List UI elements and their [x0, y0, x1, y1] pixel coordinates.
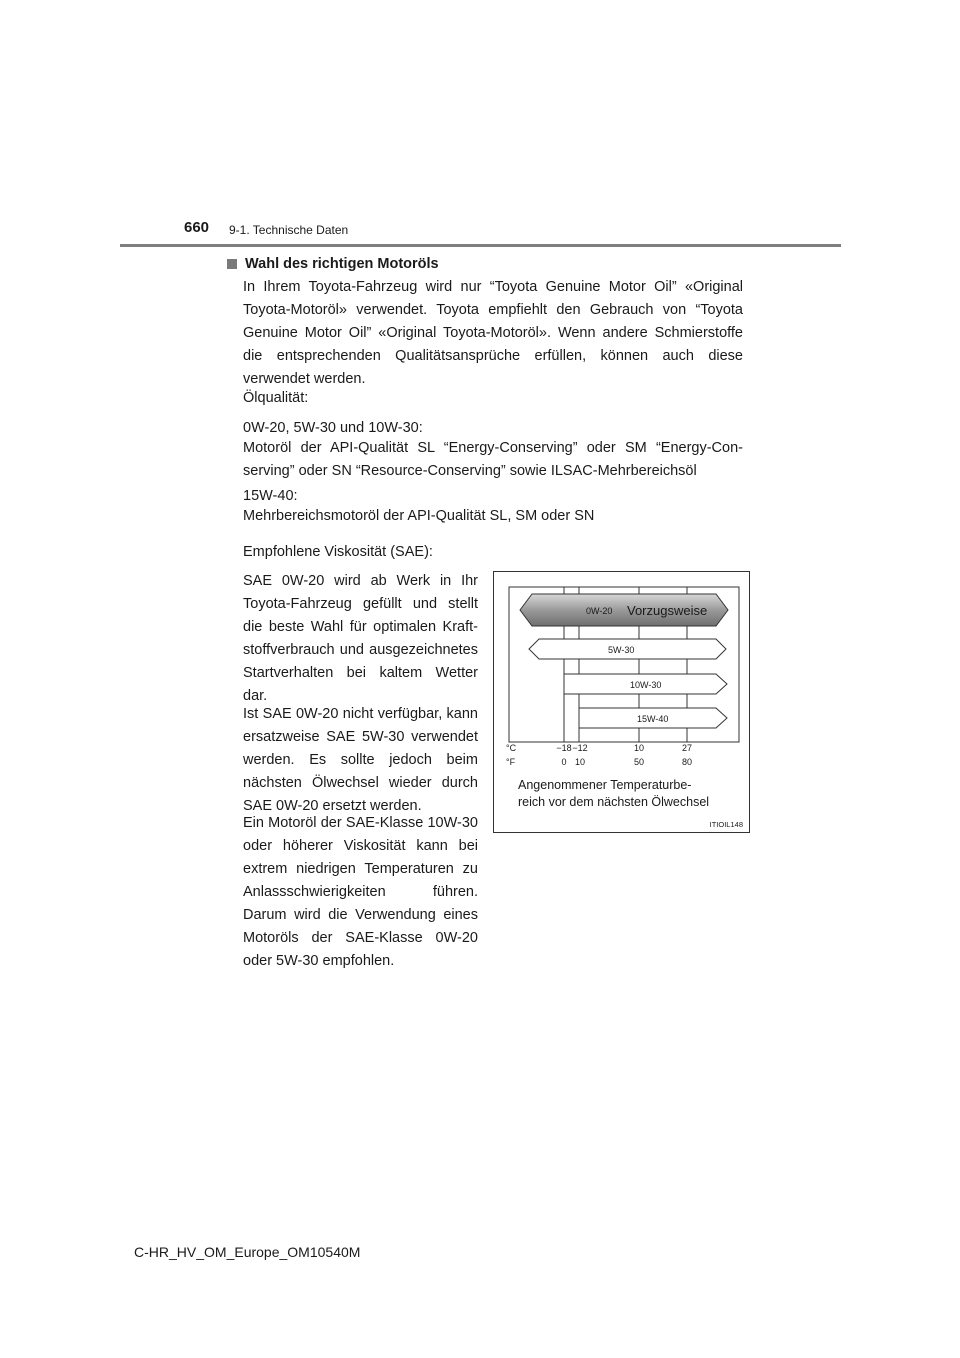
viscosity-figure: [493, 571, 750, 833]
unit-celsius: °C: [506, 743, 517, 753]
viscosity-label: Empfohlene Viskosität (SAE):: [243, 544, 433, 560]
viscosity-chart: [494, 572, 749, 832]
intro-paragraph: In Ihrem Toyota-Fahrzeug wird nur “Toyota Genuine Motor Oil” «Original Toyota-Motoröl» verwendet. Toyota empfiehlt den Gebrauch von “Toyota Genuine Motor Oil” «Original Toyota-Motoröl». Wenn andere Schmierstoffe die entsprechenden Qualitätsansprüche erfüllen, können auch diese verwendet werden.: [243, 279, 743, 387]
bar-5w30-label: 5W-30: [608, 645, 635, 655]
bar-10w30-label: 10W-30: [630, 680, 662, 690]
unit-fahrenheit: °F: [506, 757, 516, 767]
paragraph-cold-start: Ein Motoröl der SAE-Klasse 10W-30 oder höherer Viskosität kann bei extrem niedrigen Temperaturen zu Anlassschwierigkeiten führen. Darum wird die Verwendung eines Motoröls der SAE-Klasse 0W-20 oder 5W-30 empfohlen.: [243, 815, 478, 969]
paragraph-factory-fill: SAE 0W-20 wird ab Werk in Ihr Toyota-Fahrzeug gefüllt und stellt die beste Wahl für optimalen Kraftstoffverbrauch und ausgezeichnetes Startverhalten bei kaltem Wetter dar.: [243, 573, 478, 704]
tick-f-80: 80: [681, 757, 693, 767]
grades-a-description: Motoröl der API-Qualität SL “Energy-Conserving” oder SM “Energy-Conserving” oder SN “Resource-Conserving” sowie ILSAC-Mehrbereichsöl: [243, 440, 743, 479]
section-title: 9-1. Technische Daten: [229, 223, 349, 237]
square-bullet-icon: [227, 259, 237, 269]
heading-text: Wahl des richtigen Motoröls: [245, 256, 439, 272]
tick-f-50: 50: [633, 757, 645, 767]
figure-caption-line2: reich vor dem nächsten Ölwechsel: [518, 795, 710, 809]
grades-b-description: Mehrbereichsmotoröl der API-Qualität SL, SM oder SN: [243, 508, 595, 524]
paragraph-substitute: Ist SAE 0W-20 nicht verfügbar, kann ersatzweise SAE 5W-30 verwendet werden. Es sollte jedoch beim nächsten Ölwechsel wieder durch SAE 0W-20 ersetzt werden.: [243, 706, 478, 814]
section-heading: [227, 256, 439, 272]
tick-c-27: 27: [681, 743, 693, 753]
grades-b-title: 15W-40:: [243, 488, 298, 504]
figure-caption-line1: Angenommener Temperaturbe-: [518, 778, 692, 792]
tick-c-m18: −18: [556, 743, 572, 753]
tick-c-m12: −12: [572, 743, 588, 753]
bar-0w20-label: 0W-20: [586, 606, 613, 616]
tick-f-0: 0: [561, 757, 567, 767]
tick-c-10: 10: [633, 743, 645, 753]
header-rule: [120, 244, 841, 247]
figure-code: ITIOIL148: [709, 820, 743, 829]
page-number: 660: [184, 219, 210, 236]
footer-doc-code: C-HR_HV_OM_Europe_OM10540M: [134, 1244, 361, 1260]
tick-f-10: 10: [574, 757, 586, 767]
oil-quality-label: Ölqualität:: [243, 390, 309, 406]
grades-a-title: 0W-20, 5W-30 und 10W-30:: [243, 420, 423, 436]
bar-15w40-label: 15W-40: [637, 714, 669, 724]
bar-0w20-tag: Vorzugsweise: [627, 603, 708, 618]
